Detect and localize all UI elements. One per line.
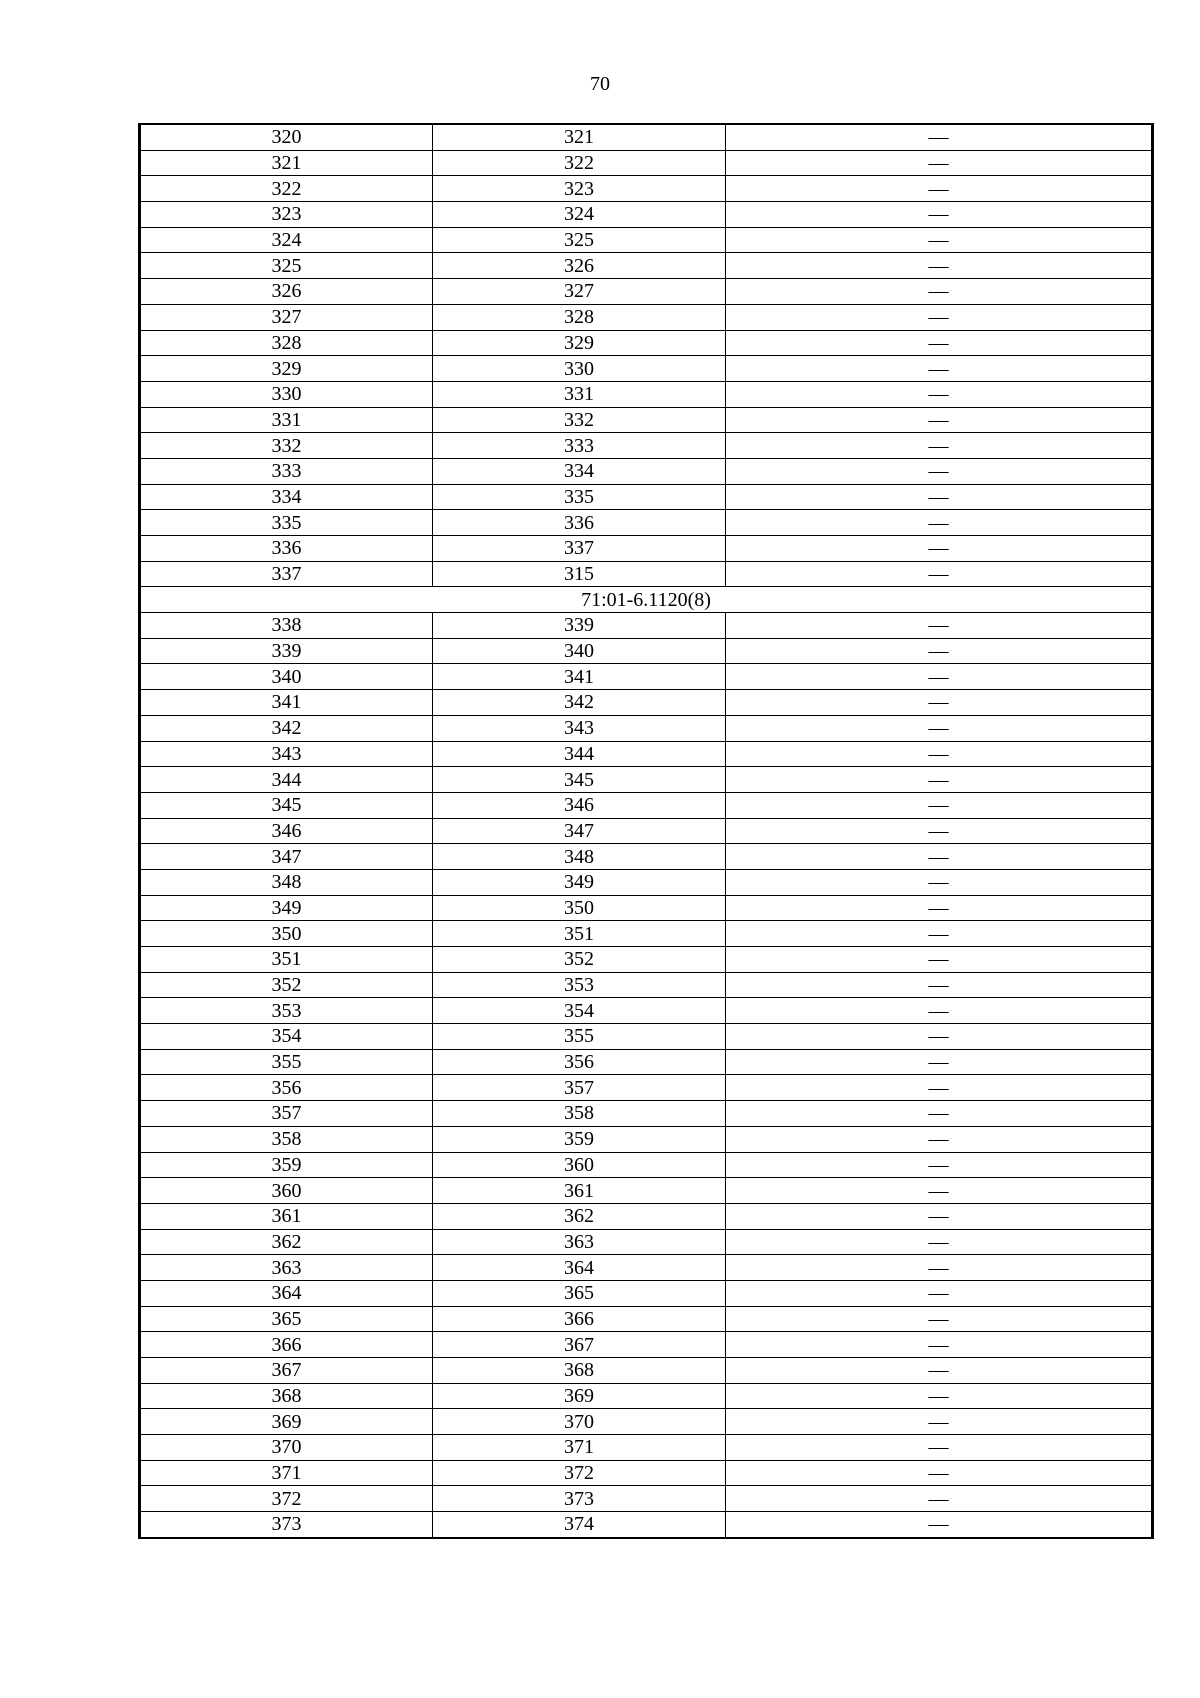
to-point-cell: 343 <box>433 715 726 741</box>
table-row <box>140 664 1153 690</box>
note-cell: — <box>726 921 1153 947</box>
from-point-cell: 331 <box>140 407 433 433</box>
note-cell: — <box>726 356 1153 382</box>
to-point-cell: 369 <box>433 1383 726 1409</box>
from-point-cell: 320 <box>140 124 433 150</box>
table-row <box>140 407 1153 433</box>
note-cell: — <box>726 381 1153 407</box>
from-point-cell: 367 <box>140 1358 433 1384</box>
from-point-cell: 332 <box>140 433 433 459</box>
table-row <box>140 1512 1153 1538</box>
from-point-cell: 325 <box>140 253 433 279</box>
from-point-cell: 348 <box>140 869 433 895</box>
to-point-cell: 372 <box>433 1460 726 1486</box>
table-row <box>140 1126 1153 1152</box>
from-point-cell: 371 <box>140 1460 433 1486</box>
note-cell: — <box>726 1383 1153 1409</box>
note-cell: — <box>726 767 1153 793</box>
from-point-cell: 356 <box>140 1075 433 1101</box>
table-row <box>140 844 1153 870</box>
table-row <box>140 124 1153 150</box>
from-point-cell: 321 <box>140 150 433 176</box>
to-point-cell: 344 <box>433 741 726 767</box>
from-point-cell: 336 <box>140 536 433 562</box>
to-point-cell: 350 <box>433 895 726 921</box>
to-point-cell: 335 <box>433 484 726 510</box>
to-point-cell: 368 <box>433 1358 726 1384</box>
section-header-row <box>140 587 1153 613</box>
from-point-cell: 364 <box>140 1280 433 1306</box>
table-row <box>140 767 1153 793</box>
table-row <box>140 1255 1153 1281</box>
note-cell: — <box>726 1280 1153 1306</box>
table-row <box>140 1486 1153 1512</box>
table-row <box>140 561 1153 587</box>
table-row <box>140 638 1153 664</box>
to-point-cell: 349 <box>433 869 726 895</box>
to-point-cell: 326 <box>433 253 726 279</box>
from-point-cell: 372 <box>140 1486 433 1512</box>
from-point-cell: 329 <box>140 356 433 382</box>
from-point-cell: 359 <box>140 1152 433 1178</box>
table-row <box>140 536 1153 562</box>
table-row <box>140 381 1153 407</box>
table-row <box>140 279 1153 305</box>
note-cell: — <box>726 741 1153 767</box>
from-point-cell: 343 <box>140 741 433 767</box>
table-row <box>140 613 1153 639</box>
section-header-cell: 71:01-6.1120(8) <box>140 587 1153 613</box>
table-row <box>140 253 1153 279</box>
table-row <box>140 1203 1153 1229</box>
note-cell: — <box>726 1512 1153 1538</box>
table-row <box>140 176 1153 202</box>
table-row <box>140 510 1153 536</box>
note-cell: — <box>726 510 1153 536</box>
note-cell: — <box>726 613 1153 639</box>
to-point-cell: 355 <box>433 1024 726 1050</box>
boundary-points-table <box>138 123 1154 1539</box>
from-point-cell: 322 <box>140 176 433 202</box>
table-row <box>140 1178 1153 1204</box>
from-point-cell: 350 <box>140 921 433 947</box>
note-cell: — <box>726 536 1153 562</box>
to-point-cell: 336 <box>433 510 726 536</box>
note-cell: — <box>726 1152 1153 1178</box>
note-cell: — <box>726 1435 1153 1461</box>
note-cell: — <box>726 1126 1153 1152</box>
note-cell: — <box>726 972 1153 998</box>
note-cell: — <box>726 1024 1153 1050</box>
note-cell: — <box>726 227 1153 253</box>
note-cell: — <box>726 1075 1153 1101</box>
note-cell: — <box>726 433 1153 459</box>
note-cell: — <box>726 484 1153 510</box>
note-cell: — <box>726 1409 1153 1435</box>
note-cell: — <box>726 304 1153 330</box>
note-cell: — <box>726 330 1153 356</box>
table-row <box>140 356 1153 382</box>
to-point-cell: 328 <box>433 304 726 330</box>
from-point-cell: 365 <box>140 1306 433 1332</box>
to-point-cell: 347 <box>433 818 726 844</box>
to-point-cell: 364 <box>433 1255 726 1281</box>
note-cell: — <box>726 1049 1153 1075</box>
table-row <box>140 1409 1153 1435</box>
to-point-cell: 346 <box>433 792 726 818</box>
note-cell: — <box>726 279 1153 305</box>
to-point-cell: 341 <box>433 664 726 690</box>
to-point-cell: 339 <box>433 613 726 639</box>
from-point-cell: 324 <box>140 227 433 253</box>
to-point-cell: 363 <box>433 1229 726 1255</box>
table-row <box>140 1306 1153 1332</box>
table-row <box>140 1101 1153 1127</box>
to-point-cell: 329 <box>433 330 726 356</box>
from-point-cell: 342 <box>140 715 433 741</box>
table-row <box>140 921 1153 947</box>
table-row <box>140 792 1153 818</box>
from-point-cell: 340 <box>140 664 433 690</box>
to-point-cell: 340 <box>433 638 726 664</box>
to-point-cell: 330 <box>433 356 726 382</box>
table-row <box>140 433 1153 459</box>
note-cell: — <box>726 998 1153 1024</box>
to-point-cell: 373 <box>433 1486 726 1512</box>
to-point-cell: 332 <box>433 407 726 433</box>
to-point-cell: 324 <box>433 202 726 228</box>
to-point-cell: 345 <box>433 767 726 793</box>
from-point-cell: 357 <box>140 1101 433 1127</box>
from-point-cell: 355 <box>140 1049 433 1075</box>
table-body <box>140 124 1153 1538</box>
to-point-cell: 374 <box>433 1512 726 1538</box>
from-point-cell: 349 <box>140 895 433 921</box>
from-point-cell: 335 <box>140 510 433 536</box>
table-row <box>140 1435 1153 1461</box>
to-point-cell: 371 <box>433 1435 726 1461</box>
note-cell: — <box>726 150 1153 176</box>
table-row <box>140 1383 1153 1409</box>
from-point-cell: 333 <box>140 458 433 484</box>
to-point-cell: 367 <box>433 1332 726 1358</box>
to-point-cell: 315 <box>433 561 726 587</box>
to-point-cell: 321 <box>433 124 726 150</box>
from-point-cell: 338 <box>140 613 433 639</box>
to-point-cell: 365 <box>433 1280 726 1306</box>
to-point-cell: 362 <box>433 1203 726 1229</box>
table-row <box>140 227 1153 253</box>
from-point-cell: 360 <box>140 1178 433 1204</box>
page-number: 70 <box>590 73 610 95</box>
from-point-cell: 366 <box>140 1332 433 1358</box>
from-point-cell: 354 <box>140 1024 433 1050</box>
table-row <box>140 1049 1153 1075</box>
note-cell: — <box>726 1178 1153 1204</box>
note-cell: — <box>726 1486 1153 1512</box>
from-point-cell: 328 <box>140 330 433 356</box>
note-cell: — <box>726 1460 1153 1486</box>
note-cell: — <box>726 690 1153 716</box>
note-cell: — <box>726 664 1153 690</box>
note-cell: — <box>726 895 1153 921</box>
from-point-cell: 363 <box>140 1255 433 1281</box>
from-point-cell: 358 <box>140 1126 433 1152</box>
note-cell: — <box>726 1306 1153 1332</box>
from-point-cell: 370 <box>140 1435 433 1461</box>
note-cell: — <box>726 124 1153 150</box>
from-point-cell: 369 <box>140 1409 433 1435</box>
to-point-cell: 333 <box>433 433 726 459</box>
table-row <box>140 458 1153 484</box>
from-point-cell: 368 <box>140 1383 433 1409</box>
to-point-cell: 334 <box>433 458 726 484</box>
to-point-cell: 323 <box>433 176 726 202</box>
note-cell: — <box>726 561 1153 587</box>
note-cell: — <box>726 844 1153 870</box>
from-point-cell: 323 <box>140 202 433 228</box>
to-point-cell: 322 <box>433 150 726 176</box>
to-point-cell: 331 <box>433 381 726 407</box>
note-cell: — <box>726 1203 1153 1229</box>
to-point-cell: 353 <box>433 972 726 998</box>
table-row <box>140 715 1153 741</box>
note-cell: — <box>726 202 1153 228</box>
table-row <box>140 741 1153 767</box>
note-cell: — <box>726 253 1153 279</box>
to-point-cell: 361 <box>433 1178 726 1204</box>
note-cell: — <box>726 1332 1153 1358</box>
to-point-cell: 359 <box>433 1126 726 1152</box>
from-point-cell: 373 <box>140 1512 433 1538</box>
from-point-cell: 346 <box>140 818 433 844</box>
table-row <box>140 1152 1153 1178</box>
table-row <box>140 1024 1153 1050</box>
to-point-cell: 348 <box>433 844 726 870</box>
table-row <box>140 330 1153 356</box>
to-point-cell: 360 <box>433 1152 726 1178</box>
note-cell: — <box>726 407 1153 433</box>
table-row <box>140 690 1153 716</box>
note-cell: — <box>726 792 1153 818</box>
to-point-cell: 352 <box>433 947 726 973</box>
note-cell: — <box>726 1358 1153 1384</box>
from-point-cell: 345 <box>140 792 433 818</box>
table-row <box>140 1332 1153 1358</box>
to-point-cell: 357 <box>433 1075 726 1101</box>
table-row <box>140 1075 1153 1101</box>
from-point-cell: 351 <box>140 947 433 973</box>
from-point-cell: 347 <box>140 844 433 870</box>
table-row <box>140 202 1153 228</box>
to-point-cell: 327 <box>433 279 726 305</box>
table-row <box>140 998 1153 1024</box>
to-point-cell: 366 <box>433 1306 726 1332</box>
note-cell: — <box>726 176 1153 202</box>
table-row <box>140 1460 1153 1486</box>
table-row <box>140 895 1153 921</box>
table-row <box>140 818 1153 844</box>
to-point-cell: 370 <box>433 1409 726 1435</box>
from-point-cell: 362 <box>140 1229 433 1255</box>
from-point-cell: 344 <box>140 767 433 793</box>
table-row <box>140 1358 1153 1384</box>
note-cell: — <box>726 1101 1153 1127</box>
note-cell: — <box>726 1229 1153 1255</box>
from-point-cell: 337 <box>140 561 433 587</box>
table-row <box>140 1280 1153 1306</box>
table-row <box>140 150 1153 176</box>
note-cell: — <box>726 1255 1153 1281</box>
to-point-cell: 354 <box>433 998 726 1024</box>
to-point-cell: 356 <box>433 1049 726 1075</box>
table-row <box>140 304 1153 330</box>
note-cell: — <box>726 458 1153 484</box>
table-row <box>140 484 1153 510</box>
to-point-cell: 358 <box>433 1101 726 1127</box>
from-point-cell: 327 <box>140 304 433 330</box>
to-point-cell: 325 <box>433 227 726 253</box>
note-cell: — <box>726 715 1153 741</box>
from-point-cell: 330 <box>140 381 433 407</box>
to-point-cell: 342 <box>433 690 726 716</box>
from-point-cell: 341 <box>140 690 433 716</box>
table-row <box>140 1229 1153 1255</box>
table-row <box>140 869 1153 895</box>
from-point-cell: 361 <box>140 1203 433 1229</box>
to-point-cell: 351 <box>433 921 726 947</box>
note-cell: — <box>726 638 1153 664</box>
from-point-cell: 334 <box>140 484 433 510</box>
from-point-cell: 352 <box>140 972 433 998</box>
from-point-cell: 353 <box>140 998 433 1024</box>
from-point-cell: 339 <box>140 638 433 664</box>
to-point-cell: 337 <box>433 536 726 562</box>
note-cell: — <box>726 818 1153 844</box>
note-cell: — <box>726 869 1153 895</box>
note-cell: — <box>726 947 1153 973</box>
table-row <box>140 947 1153 973</box>
table-row <box>140 972 1153 998</box>
from-point-cell: 326 <box>140 279 433 305</box>
